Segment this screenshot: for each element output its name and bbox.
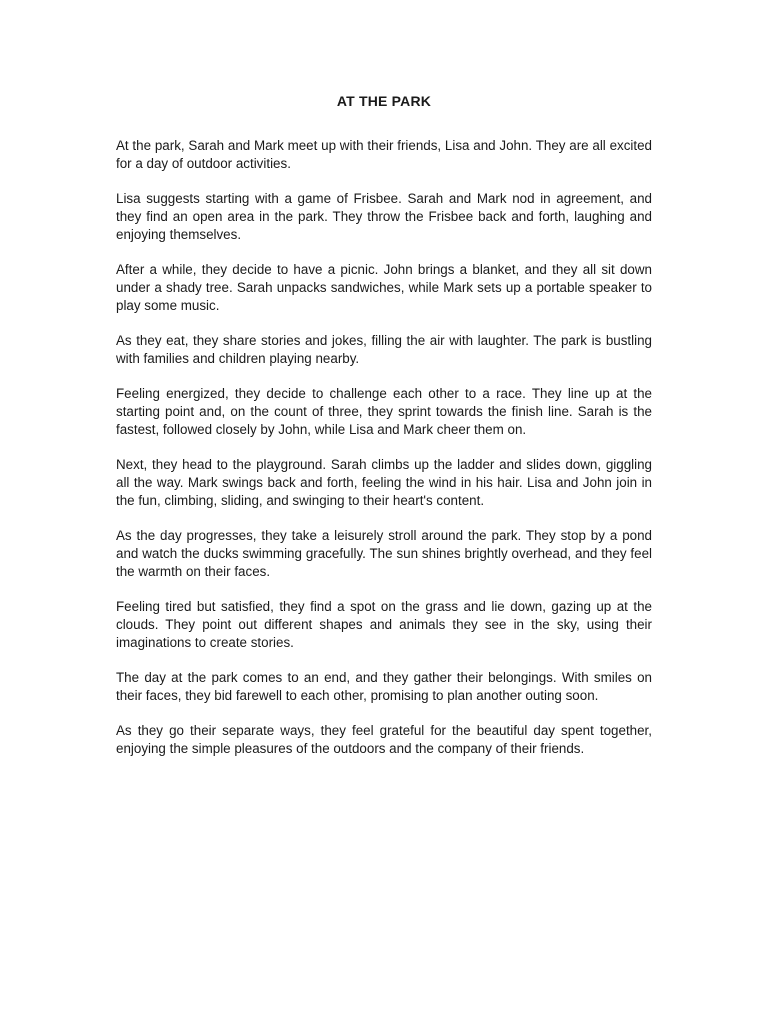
paragraph-6: Next, they head to the playground. Sarah climbs up the ladder and slides down, giggling all the way. Mark swings back and forth, feeling the wind in his hair. Lisa and John join in the fun, climbing, sliding, and swinging to their heart's content. [116, 457, 652, 508]
paragraph-9: The day at the park comes to an end, and they gather their belongings. With smiles on their faces, they bid farewell to each other, promising to plan another outing soon. [116, 670, 652, 703]
paragraph-3: After a while, they decide to have a picnic. John brings a blanket, and they all sit down under a shady tree. Sarah unpacks sandwiches, while Mark sets up a portable speaker to play some music. [116, 262, 652, 313]
paragraph-8: Feeling tired but satisfied, they find a spot on the grass and lie down, gazing up at the clouds. They point out different shapes and animals they see in the sky, using their imaginations to create stories. [116, 599, 652, 650]
paragraph-5: Feeling energized, they decide to challenge each other to a race. They line up at the starting point and, on the count of three, they sprint towards the finish line. Sarah is the fastest, followed closely by John, while Lisa and Mark cheer them on. [116, 386, 652, 437]
paragraph-7: As the day progresses, they take a leisurely stroll around the park. They stop by a pond and watch the ducks swimming gracefully. The sun shines brightly overhead, and they feel the warmth on their faces. [116, 528, 652, 579]
document-title: AT THE PARK [336, 93, 432, 109]
document-body [116, 137, 652, 775]
paragraph-2: Lisa suggests starting with a game of Frisbee. Sarah and Mark nod in agreement, and they find an open area in the park. They throw the Frisbee back and forth, laughing and enjoying themselves. [116, 191, 652, 242]
paragraph-10: As they go their separate ways, they feel grateful for the beautiful day spent together, enjoying the simple pleasures of the outdoors and the company of their friends. [116, 723, 652, 756]
paragraph-1: At the park, Sarah and Mark meet up with their friends, Lisa and John. They are all excited for a day of outdoor activities. [116, 138, 652, 171]
paragraph-4: As they eat, they share stories and jokes, filling the air with laughter. The park is bustling with families and children playing nearby. [116, 333, 652, 366]
